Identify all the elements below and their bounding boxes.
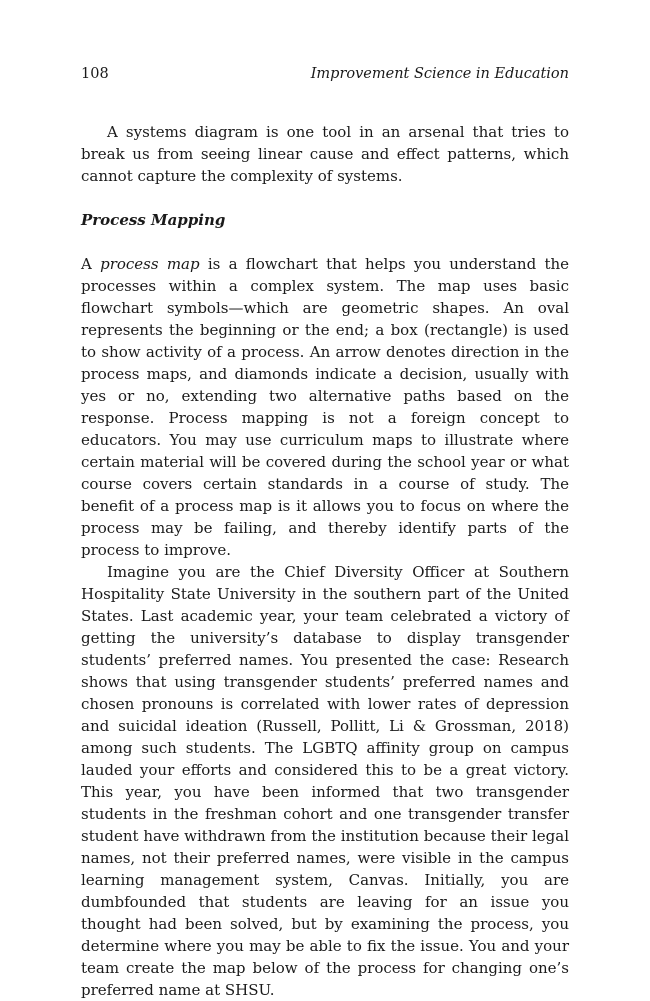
paragraph-lead: A [81, 255, 101, 273]
running-title: Improvement Science in Education [310, 66, 569, 82]
body-text [81, 121, 569, 1001]
page-number: 108 [81, 66, 109, 82]
page-header [81, 64, 569, 84]
paragraph-process-map [81, 253, 569, 561]
paragraph-scenario: Imagine you are the Chief Diversity Officer at Southern Hospitality State University in the southern part of the United States. Last academic year, your team celebrated a victory of getting the university’s database to display transgender students’ preferred names. You presented the case: Research shows that using transgender students’ preferred names and chosen pronouns is correlated with lower rates of depression and suicidal ideation (Russell, Pollitt, Li & Grossman, 2018) among such students. The LGBTQ affinity group on campus lauded your efforts and considered this to be a great victory. This year, you have been informed that two transgender students in the freshman cohort and one transgender transfer student have withdrawn from the institution because their legal names, not their preferred names, were visible in the campus learning management system, Canvas. Initially, you are dumbfounded that students are leaving for an issue you thought had been solved, but by examining the process, you determine where you may be able to fix the issue. You and your team create the map below of the process for changing one’s preferred name at SHSU. [81, 563, 569, 999]
term-process-map: process map [100, 255, 200, 273]
paragraph-process-map-rest: is a flowchart that helps you understand the processes within a complex system. The map uses basic flowchart symbols—which are geometric shapes. An oval represents the beginning or the end; a box (rectangle) is used to show activity of a process. An arrow denotes direction in the process maps, and diamonds indicate a decision, usually with yes or no, extending two alternative paths based on the response. Process mapping is not a foreign concept to educators. You may use curriculum maps to illustrate where certain material will be covered during the school year or what course covers certain standards in a course of study. The benefit of a process map is it allows you to focus on where the process may be failing, and thereby identify parts of the process to improve. [81, 255, 570, 559]
section-heading: Process Mapping [81, 211, 226, 229]
paragraph-systems-diagram: A systems diagram is one tool in an arsenal that tries to break us from seeing linear cause and effect patterns, which cannot capture the complexity of systems. [81, 123, 569, 185]
